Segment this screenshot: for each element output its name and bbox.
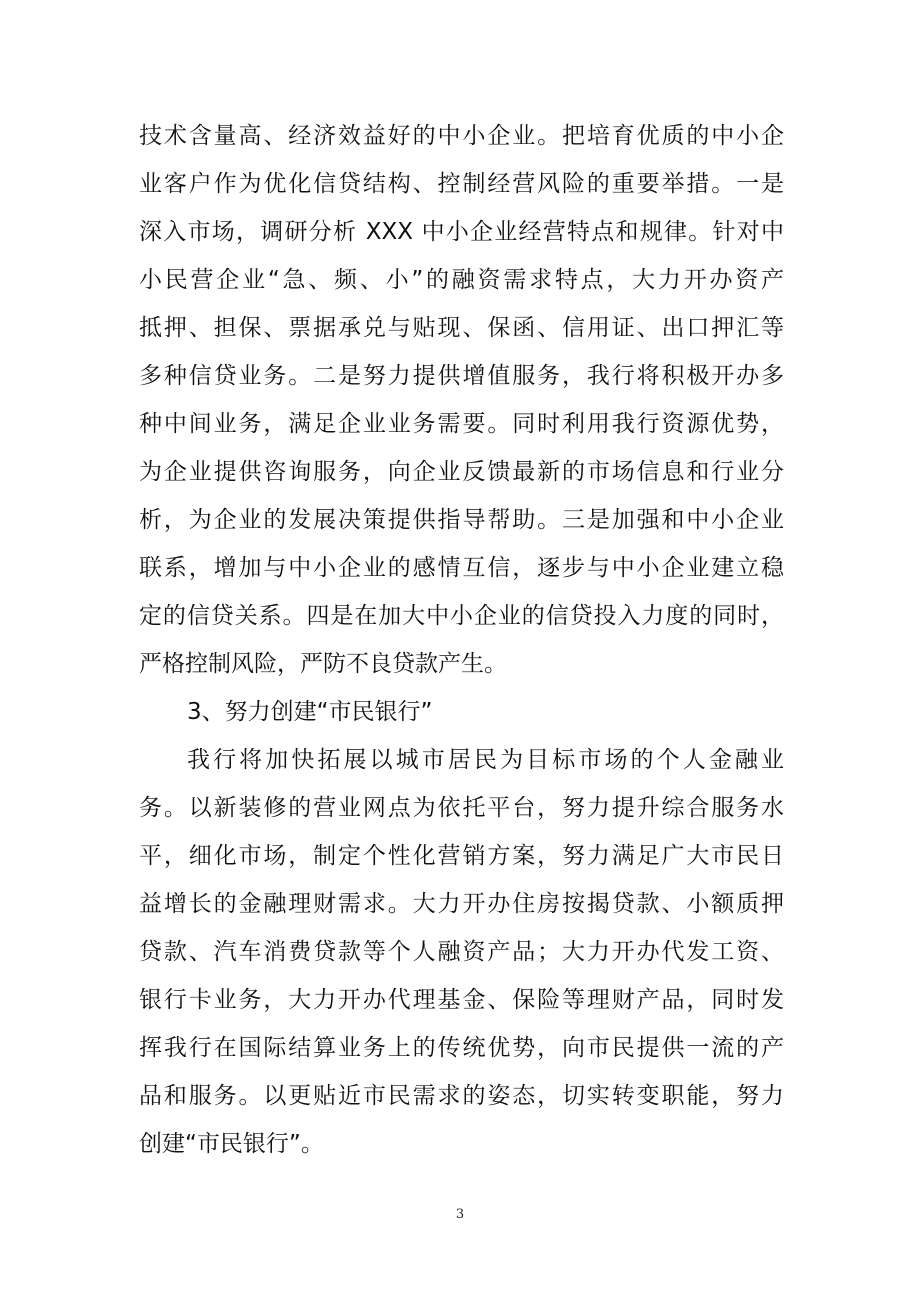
- paragraph-line: 多种信贷业务。二是努力提供增值服务，我行将积极开办多: [139, 363, 784, 389]
- paragraph-line: 定的信贷关系。四是在加大中小企业的信贷投入力度的同时，: [139, 603, 784, 629]
- paragraph-line: 抵押、担保、票据承兑与贴现、保函、信用证、出口押汇等: [139, 315, 784, 341]
- paragraph-line: 深入市场，调研分析 XXX 中小企业经营特点和规律。针对中: [139, 219, 784, 245]
- paragraph-line: 益增长的金融理财需求。大力开办住房按揭贷款、小额质押: [139, 891, 784, 917]
- paragraph-line-first: 我行将加快拓展以城市居民为目标市场的个人金融业: [187, 747, 784, 773]
- paragraph-line: 种中间业务，满足企业业务需要。同时利用我行资源优势，: [139, 411, 784, 437]
- paragraph-line: 为企业提供咨询服务，向企业反馈最新的市场信息和行业分: [139, 459, 784, 485]
- paragraph-line: 贷款、汽车消费贷款等个人融资产品；大力开办代发工资、: [139, 939, 784, 965]
- section-heading: 3、努力创建“市民银行”: [187, 699, 433, 725]
- paragraph-line: 析，为企业的发展决策提供指导帮助。三是加强和中小企业: [139, 507, 784, 533]
- page-number: 3: [455, 1207, 465, 1222]
- paragraph-line-last: 创建“市民银行”。: [139, 1131, 324, 1157]
- paragraph-line: 业客户作为优化信贷结构、控制经营风险的重要举措。一是: [139, 171, 784, 197]
- paragraph-line: 挥我行在国际结算业务上的传统优势，向市民提供一流的产: [139, 1035, 784, 1061]
- paragraph-line: 小民营企业“急、频、小”的融资需求特点，大力开办资产: [139, 267, 784, 293]
- paragraph-line: 平，细化市场，制定个性化营销方案，努力满足广大市民日: [139, 843, 784, 869]
- paragraph-line: 联系，增加与中小企业的感情互信，逐步与中小企业建立稳: [139, 555, 784, 581]
- paragraph-line: 品和服务。以更贴近市民需求的姿态，切实转变职能，努力: [139, 1083, 784, 1109]
- paragraph-line: 务。以新装修的营业网点为依托平台，努力提升综合服务水: [139, 795, 784, 821]
- paragraph-line: 技术含量高、经济效益好的中小企业。把培育优质的中小企: [139, 123, 784, 149]
- paragraph-line-last: 严格控制风险，严防不良贷款产生。: [139, 651, 507, 677]
- paragraph-line: 银行卡业务，大力开办代理基金、保险等理财产品，同时发: [139, 987, 784, 1013]
